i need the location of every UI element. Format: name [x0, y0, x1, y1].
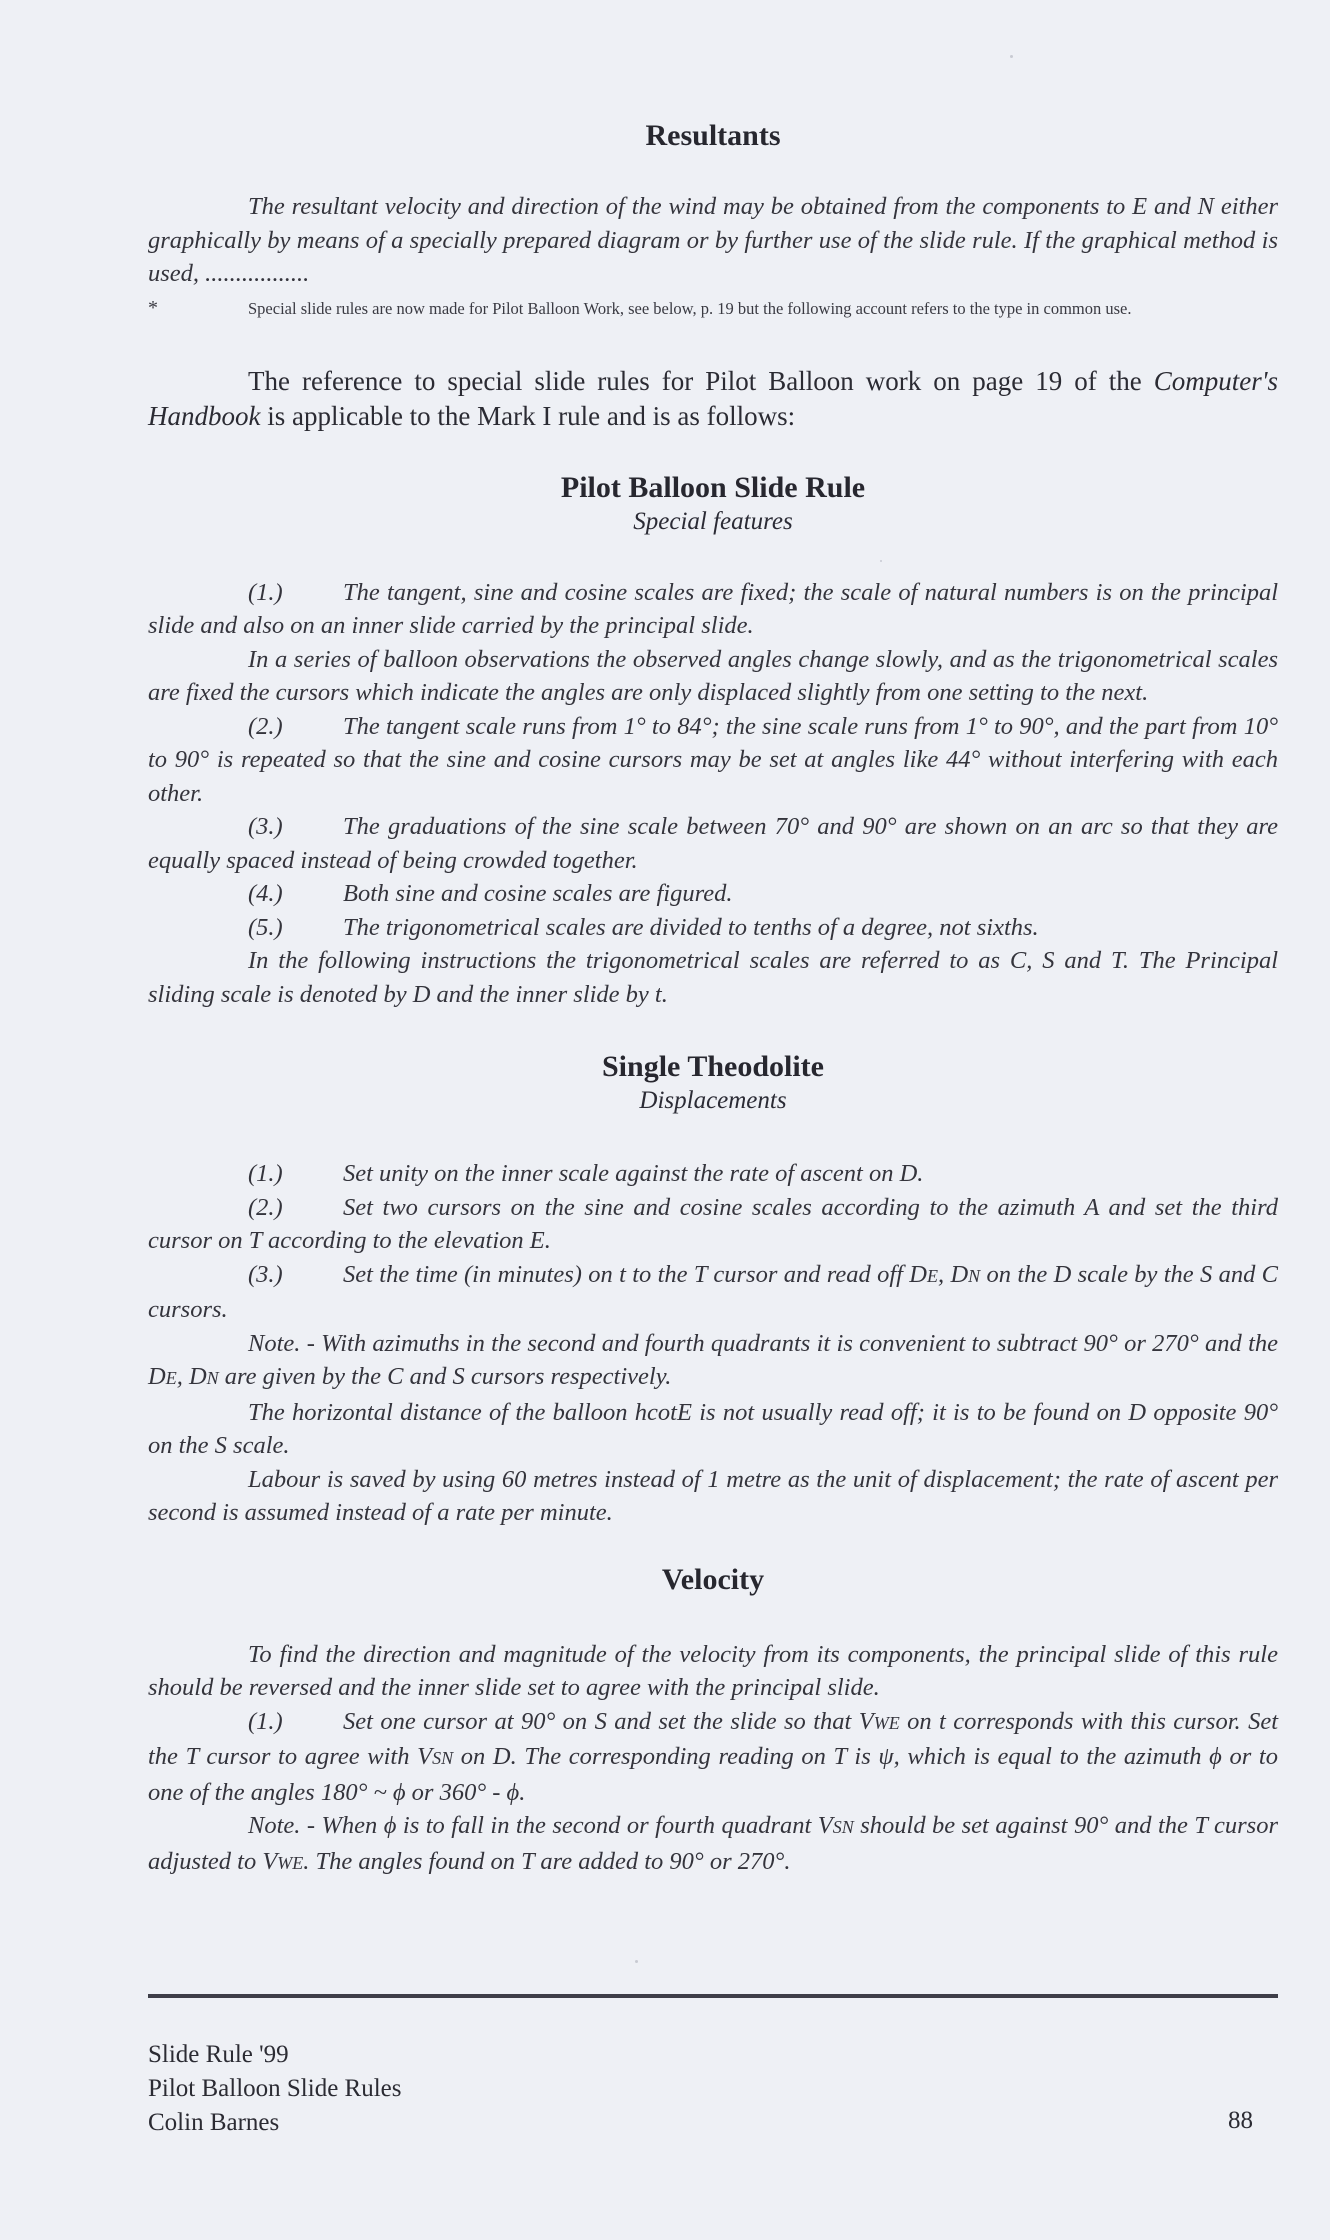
instruction-text: Set two cursors on the sine and cosine scales according to the azimuth A and set the third cursor on T according to the elevation E.: [148, 1193, 1278, 1254]
resultants-heading: Resultants: [645, 119, 781, 152]
footer: [148, 2038, 402, 2140]
footnote-marker: *: [148, 296, 158, 319]
feature-item: [148, 710, 1278, 811]
instruction-text: Set the time (in minutes) on t to the T cursor and read off D: [343, 1260, 927, 1288]
footer-divider: [148, 1994, 1278, 1998]
page-number: 88: [1228, 2107, 1253, 2134]
feature-number: (3.): [248, 813, 283, 840]
instruction-item: [148, 1157, 1278, 1191]
intro-text-2: is applicable to the Mark I rule and is as follows:: [260, 400, 796, 431]
theodolite-paragraph: Labour is saved by using 60 metres instead of 1 metre as the unit of displacement; the rate of ascent per second is assumed instead of a rate per minute.: [148, 1465, 1278, 1526]
instruction-number: (1.): [248, 1707, 283, 1735]
pilot-features-list: [148, 576, 1278, 1012]
intro-book-title: Computer's Handbook: [148, 365, 1278, 431]
pilot-heading: Pilot Balloon Slide Rule: [560, 470, 866, 504]
theodolite-note: [148, 1327, 1278, 1396]
theodolite-instructions: [148, 1157, 1278, 1530]
instruction-item: [148, 1258, 1278, 1327]
velocity-paragraph: To find the direction and magnitude of the velocity from its components, the principal slide of this rule should be reversed and the inner slide set to agree with the principal slide.: [148, 1640, 1278, 1701]
feature-text: The tangent scale runs from 1° to 84°; the sine scale runs from 1° to 90°, and the part from 10° to 90° is repeated so that the sine and cosine cursors may be set at angles like 44° without interfering with each other.: [148, 712, 1278, 807]
note-text: . The angles found on T are added to 90° or 270°.: [303, 1847, 791, 1875]
subscript-e: E: [165, 1368, 177, 1388]
instruction-text: , D: [938, 1260, 969, 1288]
feature-item: [148, 810, 1278, 877]
footer-line-1: Slide Rule '99: [148, 2041, 289, 2068]
intro-paragraph: [148, 364, 1278, 434]
theodolite-subheading: Displacements: [639, 1087, 787, 1114]
resultants-footnote: [148, 293, 1278, 324]
feature-number: (5.): [248, 913, 283, 941]
feature-text: The tangent, sine and cosine scales are fixed; the scale of natural numbers is on the principal slide and also on an inner slide carried by the principal slide.: [148, 578, 1278, 639]
instruction-item: [148, 1191, 1278, 1258]
footnote-text: Special slide rules are now made for Pilot Balloon Work, see below, p. 19 but the following account refers to the type in common use.: [248, 298, 1132, 318]
instruction-text: on the D scale by the S and C cursors.: [148, 1260, 1278, 1323]
instruction-text: Set unity on the inner scale against the rate of ascent on D.: [343, 1160, 924, 1187]
theodolite-heading: Single Theodolite: [602, 1050, 824, 1083]
note-text: , D: [176, 1363, 207, 1390]
note-text: are given by the C and S cursors respectively.: [218, 1363, 672, 1390]
feature-item: [148, 944, 1278, 1011]
pilot-subheading: Special features: [633, 507, 793, 535]
subscript-we: WE: [873, 1712, 900, 1733]
footer-line-2: Pilot Balloon Slide Rules: [148, 2075, 402, 2102]
feature-item: [148, 877, 1278, 911]
subscript-sn: SN: [832, 1817, 854, 1837]
theodolite-paragraph: The horizontal distance of the balloon hcotE is not usually read off; it is to be found on D opposite 90° on the S scale.: [148, 1398, 1278, 1459]
intro-text-1: The reference to special slide rules for Pilot Balloon work on page 19 of the: [248, 365, 1154, 396]
page-content: [148, 110, 1278, 1880]
feature-text: In the following instructions the trigonometrical scales are referred to as C, S and T. The Principal sliding scale is denoted by D and the inner slide by t.: [148, 947, 1278, 1008]
velocity-section: [148, 1638, 1278, 1881]
feature-text: Both sine and cosine scales are figured.: [343, 880, 733, 907]
feature-number: (1.): [248, 578, 283, 606]
feature-item: [148, 643, 1278, 710]
feature-number: (2.): [248, 712, 283, 740]
subscript-sn: SN: [432, 1748, 454, 1768]
velocity-heading: Velocity: [661, 1562, 765, 1596]
instruction-text: on D. The corresponding reading on T is ψ, which is equal to the azimuth ϕ or to one of the angles 180° ~ ϕ or 360° - ϕ.: [148, 1743, 1278, 1806]
subscript-we: WE: [277, 1852, 304, 1873]
instruction-number: (2.): [248, 1193, 283, 1221]
feature-item: [148, 911, 1278, 945]
scan-speck: [1010, 55, 1013, 58]
subscript-n: N: [968, 1265, 981, 1286]
feature-text: In a series of balloon observations the observed angles change slowly, and as the trigonometrical scales are fixed the cursors which indicate the angles are only displaced slightly from one setting to the next.: [148, 645, 1278, 706]
feature-text: The trigonometrical scales are divided to tenths of a degree, not sixths.: [343, 913, 1039, 941]
velocity-note: [148, 1809, 1278, 1880]
note-text: Note. - When ϕ is to fall in the second or fourth quadrant V: [248, 1812, 833, 1839]
feature-item: [148, 576, 1278, 643]
feature-text: The graduations of the sine scale between 70° and 90° are shown on an arc so that they are equally spaced instead of being crowded together.: [148, 813, 1278, 874]
subscript-e: E: [927, 1265, 938, 1286]
note-text: Note. - With azimuths in the second and fourth quadrants it is convenient to subtract 90° or 270° and the D: [148, 1329, 1278, 1390]
scan-speck: [880, 560, 882, 562]
resultants-paragraph: The resultant velocity and direction of the wind may be obtained from the components to E and N either graphically by means of a specially prepared diagram or by further use of the slide rule. If the graphical method is used, .................: [148, 193, 1278, 287]
instruction-number: (1.): [248, 1160, 283, 1187]
feature-number: (4.): [248, 880, 283, 907]
scan-speck: [635, 1960, 638, 1963]
instruction-text: on t corresponds with this cursor. Set the T cursor to agree with V: [148, 1707, 1278, 1770]
footer-line-3: Colin Barnes: [148, 2109, 280, 2136]
velocity-instruction: [148, 1705, 1278, 1810]
note-text: should be set against 90° and the T cursor adjusted to V: [148, 1812, 1278, 1875]
instruction-number: (3.): [248, 1260, 283, 1288]
subscript-n: N: [206, 1368, 219, 1388]
instruction-text: Set one cursor at 90° on S and set the slide so that V: [343, 1707, 874, 1735]
